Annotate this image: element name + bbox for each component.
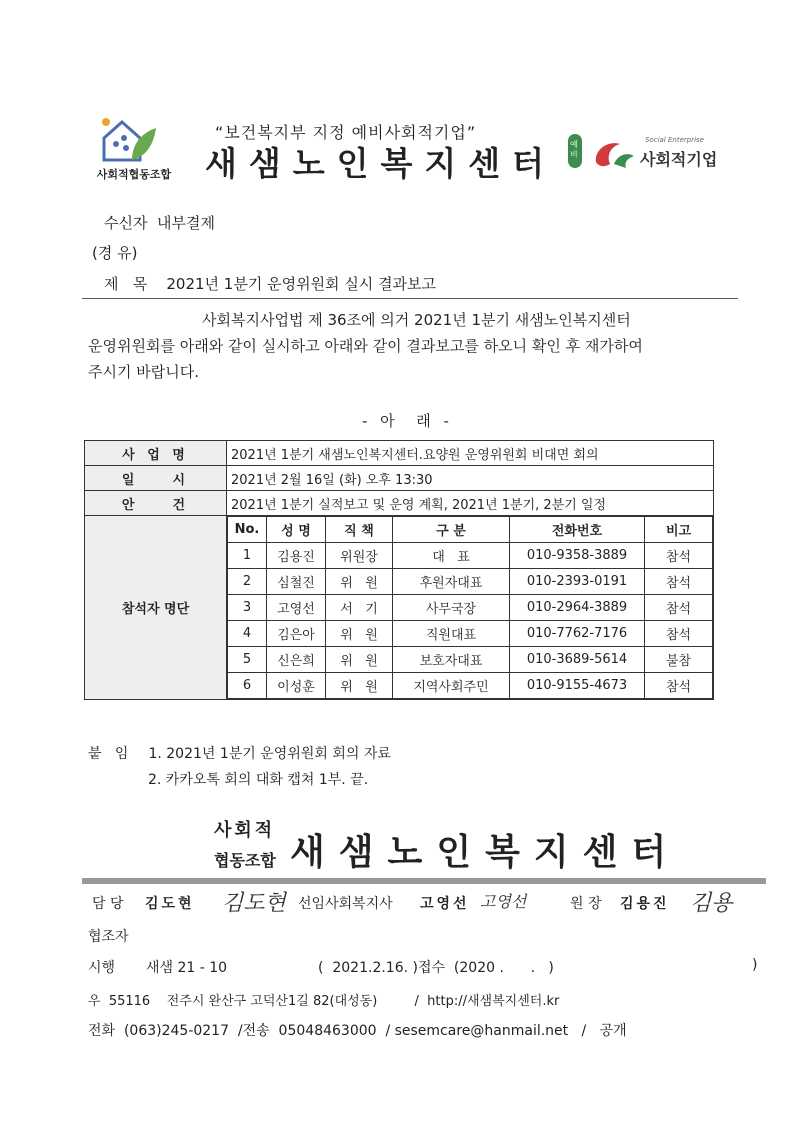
attendee-category: 보호자대표 — [393, 647, 510, 673]
issue-label: 시행 — [88, 960, 116, 976]
column-header: 전화번호 — [510, 517, 645, 543]
attendee-name: 신은희 — [267, 647, 326, 673]
senior-signature: 고영선 — [480, 892, 527, 911]
attendee-phone: 010-9155-4673 — [510, 673, 645, 699]
attendee-note: 참석 — [645, 569, 713, 595]
attendee-no: 3 — [228, 595, 267, 621]
table-row — [228, 595, 713, 621]
attendee-name: 김용진 — [267, 543, 326, 569]
attachment-item-1: 1. 2021년 1분기 운영위원회 회의 자료 — [148, 746, 391, 762]
table-row — [228, 543, 713, 569]
attendee-no: 1 — [228, 543, 267, 569]
attendee-position: 위원장 — [326, 543, 393, 569]
below-heading: - 아 래 - — [362, 412, 453, 430]
footer-org-type-line-1: 사회적 — [214, 820, 276, 841]
attendee-name: 고영선 — [267, 595, 326, 621]
column-header: 구 분 — [393, 517, 510, 543]
agenda-label: 안 건 — [85, 491, 227, 516]
attendee-phone: 010-9358-3889 — [510, 543, 645, 569]
header-divider — [82, 298, 738, 299]
attendee-name: 심철진 — [267, 569, 326, 595]
staff-label: 담 당 — [92, 896, 124, 912]
attachment-item-2: 2. 카카오톡 회의 대화 캡쳐 1부. 끝. — [148, 772, 369, 788]
project-value: 2021년 1분기 새샘노인복지센터.요양원 운영위원회 비대면 회의 — [227, 441, 714, 466]
document-subtitle: “보건복지부 지정 예비사회적기업” — [215, 123, 477, 142]
attendee-note: 참석 — [645, 595, 713, 621]
attendee-category: 직원대표 — [393, 621, 510, 647]
datetime-value: 2021년 2월 16일 (화) 오후 13:30 — [227, 466, 714, 491]
datetime-label: 일 시 — [85, 466, 227, 491]
body-line-2: 운영위원회를 아래와 같이 실시하고 아래와 같이 결과보고를 하오니 확인 후 재가하여 — [88, 337, 643, 355]
subject-label: 제 목 — [104, 275, 148, 293]
recipient-label: 수신자 — [104, 214, 148, 232]
attendee-phone: 010-2393-0191 — [510, 569, 645, 595]
attendee-phone: 010-7762-7176 — [510, 621, 645, 647]
cooperator-label: 협조자 — [88, 929, 129, 945]
attendees-table — [227, 516, 713, 699]
table-row — [85, 441, 714, 466]
attachments — [88, 741, 391, 793]
attendees-header-row — [228, 517, 713, 543]
attendee-category: 대 표 — [393, 543, 510, 569]
attendee-no: 2 — [228, 569, 267, 595]
social-enterprise-badge: 예비 — [570, 140, 578, 159]
attendee-note: 참석 — [645, 621, 713, 647]
subject-value: 2021년 1분기 운영위원회 실시 결과보고 — [166, 275, 437, 293]
column-header: 직 책 — [326, 517, 393, 543]
column-header: 성 명 — [267, 517, 326, 543]
attendee-phone: 010-3689-5614 — [510, 647, 645, 673]
column-header: 비고 — [645, 517, 713, 543]
attendee-position: 위 원 — [326, 647, 393, 673]
issue-date: ( 2021.2.16. )접수 (2020 . . ) — [318, 960, 554, 976]
table-row — [228, 647, 713, 673]
table-row — [228, 621, 713, 647]
attendees-cell — [227, 516, 714, 700]
attendee-category: 사무국장 — [393, 595, 510, 621]
body-paragraph — [88, 307, 728, 385]
meeting-info-table — [84, 440, 714, 700]
attendees-label: 참석자 명단 — [85, 516, 227, 700]
contact-line: 전화 (063)245-0217 /전송 05048463000 / sesemcare@hanmail.net / 공개 — [88, 1023, 627, 1039]
org-logo-label: 사회적협동조합 — [96, 168, 172, 181]
body-line-3: 주시기 바랍니다. — [88, 363, 199, 381]
attendee-no: 6 — [228, 673, 267, 699]
table-row — [228, 569, 713, 595]
director-name: 김용진 — [620, 896, 670, 912]
social-enterprise-small-label: Social Enterprise — [645, 136, 704, 144]
director-label: 원 장 — [570, 896, 602, 912]
staff-name: 김도현 — [145, 896, 195, 912]
attendee-category: 후원자대표 — [393, 569, 510, 595]
table-row — [228, 673, 713, 699]
staff-signature: 김도현 — [222, 891, 286, 916]
attendee-position: 위 원 — [326, 621, 393, 647]
social-enterprise-label: 사회적기업 — [640, 150, 718, 169]
subject-row — [104, 273, 436, 294]
issue-close: ) — [752, 957, 758, 973]
attendee-position: 서 기 — [326, 595, 393, 621]
footer-org-type — [214, 816, 276, 876]
column-header: No. — [228, 517, 267, 543]
attendee-note: 참석 — [645, 673, 713, 699]
org-logo-icon — [96, 112, 158, 166]
attendee-position: 위 원 — [326, 673, 393, 699]
table-row — [85, 516, 714, 700]
senior-name: 고영선 — [420, 896, 470, 912]
table-row — [85, 491, 714, 516]
attendee-phone: 010-2964-3889 — [510, 595, 645, 621]
attendee-name: 김은아 — [267, 621, 326, 647]
recipient-value: 내부결제 — [157, 214, 215, 232]
issue-number: 새샘 21 - 10 — [146, 960, 228, 976]
address-line: 우 55116 전주시 완산구 고덕산1길 82(대성동) / http://새샘복지센터.kr — [88, 994, 560, 1009]
document-title: 새샘노인복지센터 — [205, 144, 557, 183]
footer-org-name: 새샘노인복지센터 — [290, 832, 681, 873]
project-label: 사 업 명 — [85, 441, 227, 466]
recipient-row — [104, 212, 215, 233]
agenda-value: 2021년 1분기 실적보고 및 운영 계획, 2021년 1분기, 2분기 일정 — [227, 491, 714, 516]
body-line-1: 사회복지사업법 제 36조에 의거 2021년 1분기 새샘노인복지센터 — [202, 311, 631, 329]
attendee-position: 위 원 — [326, 569, 393, 595]
footer-divider — [82, 878, 766, 884]
table-row — [85, 466, 714, 491]
attendee-note: 참석 — [645, 543, 713, 569]
director-signature: 김용 — [690, 891, 733, 916]
attachments-label: 붙 임 — [88, 746, 129, 762]
attendee-name: 이성훈 — [267, 673, 326, 699]
attendee-note: 불참 — [645, 647, 713, 673]
attendee-no: 5 — [228, 647, 267, 673]
attendee-no: 4 — [228, 621, 267, 647]
via-label: (경 유) — [92, 244, 138, 262]
senior-label: 선임사회복지사 — [298, 896, 393, 912]
footer-org-type-line-2: 협동조합 — [214, 851, 276, 870]
attendee-category: 지역사회주민 — [393, 673, 510, 699]
